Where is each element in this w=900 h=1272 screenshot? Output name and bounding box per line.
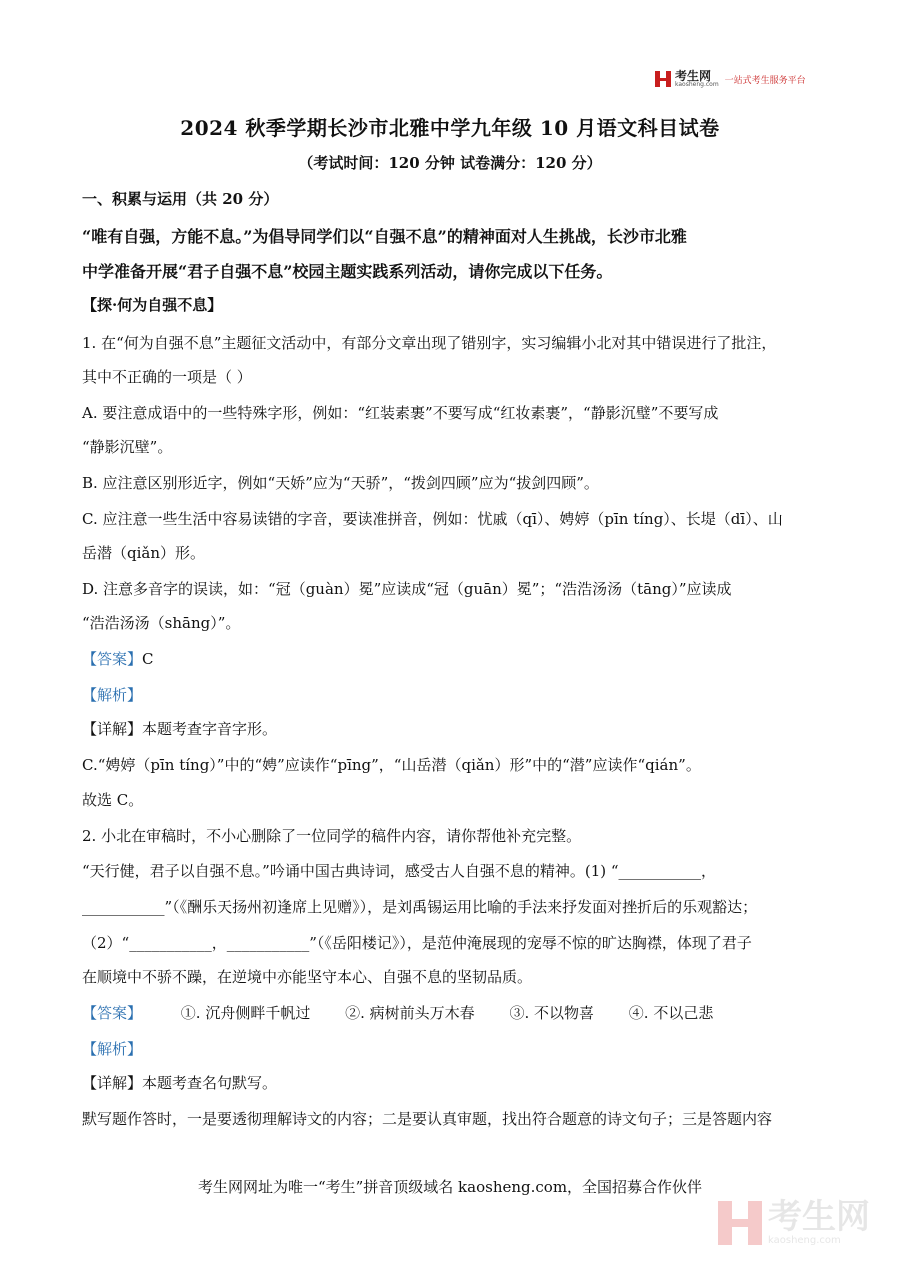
watermark-logo	[718, 1197, 870, 1246]
q1-option-d: “浩浩汤汤（shāng）”。	[82, 614, 241, 632]
q1-stem: 其中不正确的一项是（ ）	[82, 368, 252, 386]
q1-option-c: C. 应注意一些生活中容易读错的字音，要读准拼音，例如：忧戚（qī）、娉婷（pīn tíng）、长堤（dī）、山	[82, 510, 783, 528]
q1-option-c: 岳潜（qiǎn）形。	[82, 544, 206, 562]
answer-tag: 【答案】	[82, 1004, 143, 1022]
footer-text: 考生网网址为唯一“考生”拼音顶级域名 kaosheng.com，全国招募合作伙伴	[197, 1178, 703, 1196]
section-heading: 一、积累与运用（共 20 分）	[82, 190, 279, 208]
conclusion-text: 故选 C。	[82, 791, 144, 809]
answer-item: ①. 沉舟侧畔千帆过	[180, 1004, 311, 1022]
q1-stem: 1. 在“何为自强不息”主题征文活动中，有部分文章出现了错别字，实习编辑小北对其中错误进行了批注，	[82, 334, 777, 352]
q2-passage: ___________”（《酬乐天扬州初逢席上见赠》），是刘禹锡运用比喻的手法来抒发面对挫折后的乐观豁达；	[82, 898, 758, 916]
logo-domain: kaosheng.com	[675, 81, 719, 88]
intro-line: 中学准备开展“君子自强不息”校园主题实践系列活动，请你完成以下任务。	[82, 262, 613, 281]
logo-mark-icon	[655, 71, 671, 87]
answer-item: ④. 不以己悲	[628, 1004, 714, 1022]
logo-slogan: 一站式考生服务平台	[724, 75, 806, 86]
explain-text: C.“娉婷（pīn tíng）”中的“娉”应读作“pīng”，“山岳潜（qiǎn）形”中的“潜”应读作“qián”。	[82, 756, 701, 774]
logo-name: 考生网	[675, 69, 712, 83]
q2-answer	[82, 1002, 743, 1023]
method-text: 默写题作答时，一是要透彻理解诗文的内容；二是要认真审题，找出符合题意的诗文句子；三是答题内容	[82, 1110, 773, 1128]
q1-option-a: A. 要注意成语中的一些特殊字形，例如：“红装素裹”不要写成“红妆素裹”，“静影沉璧”不要写成	[82, 404, 719, 422]
watermark-mark-icon	[718, 1201, 762, 1245]
q1-option-a: “静影沉壁”。	[82, 438, 173, 456]
answer-item: ③. 不以物喜	[509, 1004, 594, 1022]
q1-answer	[82, 648, 154, 669]
q2-stem: 2. 小北在审稿时，不小心删除了一位同学的稿件内容，请你帮他补充完整。	[82, 827, 582, 845]
watermark-domain: kaosheng.com	[768, 1235, 841, 1246]
watermark-name: 考生网	[768, 1197, 870, 1237]
q1-option-b: B. 应注意区别形近字，例如“天娇”应为“天骄”，“拨剑四顾”应为“拔剑四顾”。	[82, 474, 599, 492]
analysis-tag: 【解析】	[82, 686, 143, 704]
answer-item: ②. 病树前头万木春	[345, 1004, 475, 1022]
page-title: 2024 秋季学期长沙市北雅中学九年级 10 月语文科目试卷	[180, 116, 720, 140]
exam-info: （考试时间：120 分钟 试卷满分：120 分）	[298, 154, 602, 172]
q1-option-d: D. 注意多音字的误读，如：“冠（guàn）冕”应读成“冠（guān）冕”；“浩浩汤汤（tāng）”应读成	[82, 580, 732, 598]
task-title: 【探·何为自强不息】	[82, 296, 223, 314]
site-logo	[655, 70, 806, 88]
answer-value: C	[142, 650, 154, 668]
answer-tag: 【答案】	[82, 650, 143, 668]
q2-passage: （2）“___________，___________”（《岳阳楼记》），是范仲淹展现的宠辱不惊的旷达胸襟，体现了君子	[82, 934, 752, 952]
q2-passage: “天行健，君子以自强不息。”吟诵中国古典诗词，感受古人自强不息的精神。(1) “___________，	[82, 862, 717, 880]
intro-line: “唯有自强，方能不息。”为倡导同学们以“自强不息”的精神面对人生挑战，长沙市北雅	[82, 227, 687, 246]
analysis-tag: 【解析】	[82, 1040, 143, 1058]
q2-passage: 在顺境中不骄不躁，在逆境中亦能坚守本心、自强不息的坚韧品质。	[82, 968, 533, 986]
detail-text: 【详解】本题考查名句默写。	[82, 1074, 278, 1092]
detail-text: 【详解】本题考查字音字形。	[82, 720, 278, 738]
